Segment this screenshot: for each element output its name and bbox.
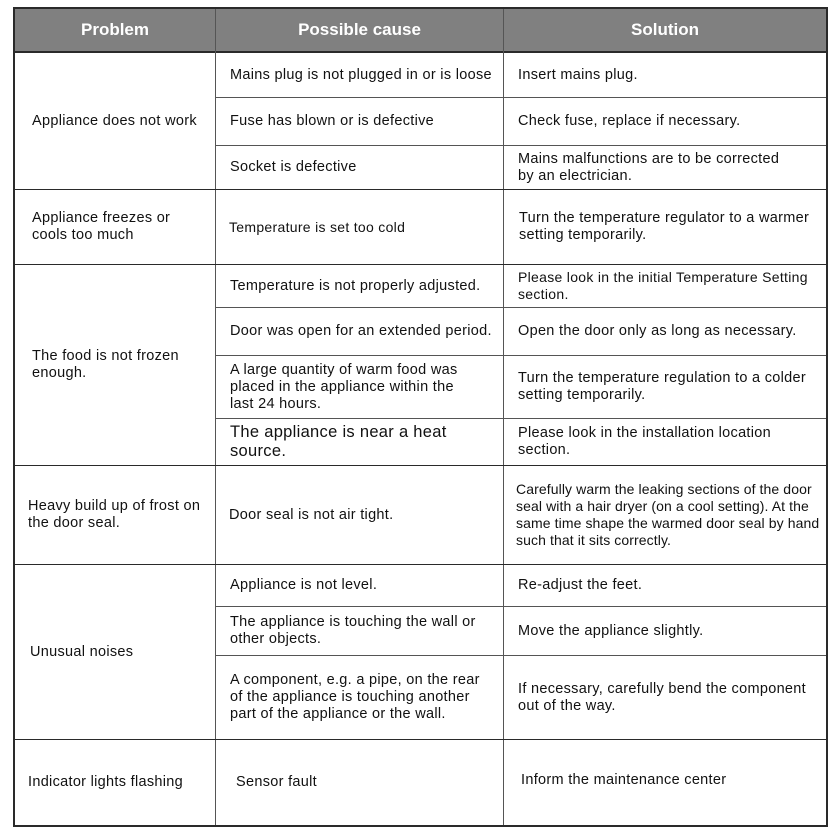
cause-cell: Temperature is not properly adjusted. [230,277,481,294]
solution-cell: Turn the temperature regulator to a warmer setting temporarily. [519,210,810,243]
header-solution: Solution [631,20,699,39]
solution-cell: Please look in the initial Temperature Setting section. [518,269,808,302]
cause-cell: The appliance is touching the wall or other objects. [230,614,476,647]
cause-cell: A large quantity of warm food was placed in the appliance within the last 24 hours. [230,361,458,412]
cause-cell: Door seal is not air tight. [229,506,394,523]
solution-cell: If necessary, carefully bend the component out of the way. [518,680,806,714]
cause-cell: Temperature is set too cold [229,218,406,235]
problem-cell: The food is not frozen enough. [32,348,179,381]
cause-cell: Door was open for an extended period. [230,323,492,339]
cause-cell: Sensor fault [236,774,317,790]
solution-cell: Insert mains plug. [518,66,638,83]
cause-cell: The appliance is near a heat source. [230,423,447,460]
solution-cell: Please look in the installation location section. [518,425,772,458]
cause-cell: A component, e.g. a pipe, on the rear of the appliance is touching another part of the appliance or the wall. [230,672,480,722]
solution-cell: Carefully warm the leaking sections of the door seal with a hair dryer (on a cool setting). At the same time shape the warmed door seal by hand such that it sits correctly. [516,481,820,548]
header-possible-cause: Possible cause [298,20,421,39]
solution-cell: Inform the maintenance center [521,771,727,788]
problem-cell: Appliance does not work [32,112,197,129]
column-divider [215,9,216,825]
problem-cell: Heavy build up of frost on the door seal. [28,498,201,531]
solution-cell: Move the appliance slightly. [518,622,704,639]
solution-cell: Check fuse, replace if necessary. [518,113,741,129]
header-problem: Problem [80,20,150,39]
table-header [15,9,826,53]
troubleshooting-table [13,7,828,827]
problem-cell: Appliance freezes or cools too much [32,210,171,243]
problem-cell: Unusual noises [30,643,134,660]
cause-cell: Fuse has blown or is defective [230,113,435,129]
cause-cell: Socket is defective [230,159,357,175]
cause-cell: Appliance is not level. [230,577,378,593]
column-divider [503,9,504,825]
solution-cell: Re-adjust the feet. [518,577,643,593]
solution-cell: Mains malfunctions are to be corrected by an electrician. [518,150,780,184]
solution-cell: Turn the temperature regulation to a colder setting temporarily. [518,370,807,403]
solution-cell: Open the door only as long as necessary. [518,323,797,339]
cause-cell: Mains plug is not plugged in or is loose [230,66,492,83]
problem-cell: Indicator lights flashing [28,774,183,790]
